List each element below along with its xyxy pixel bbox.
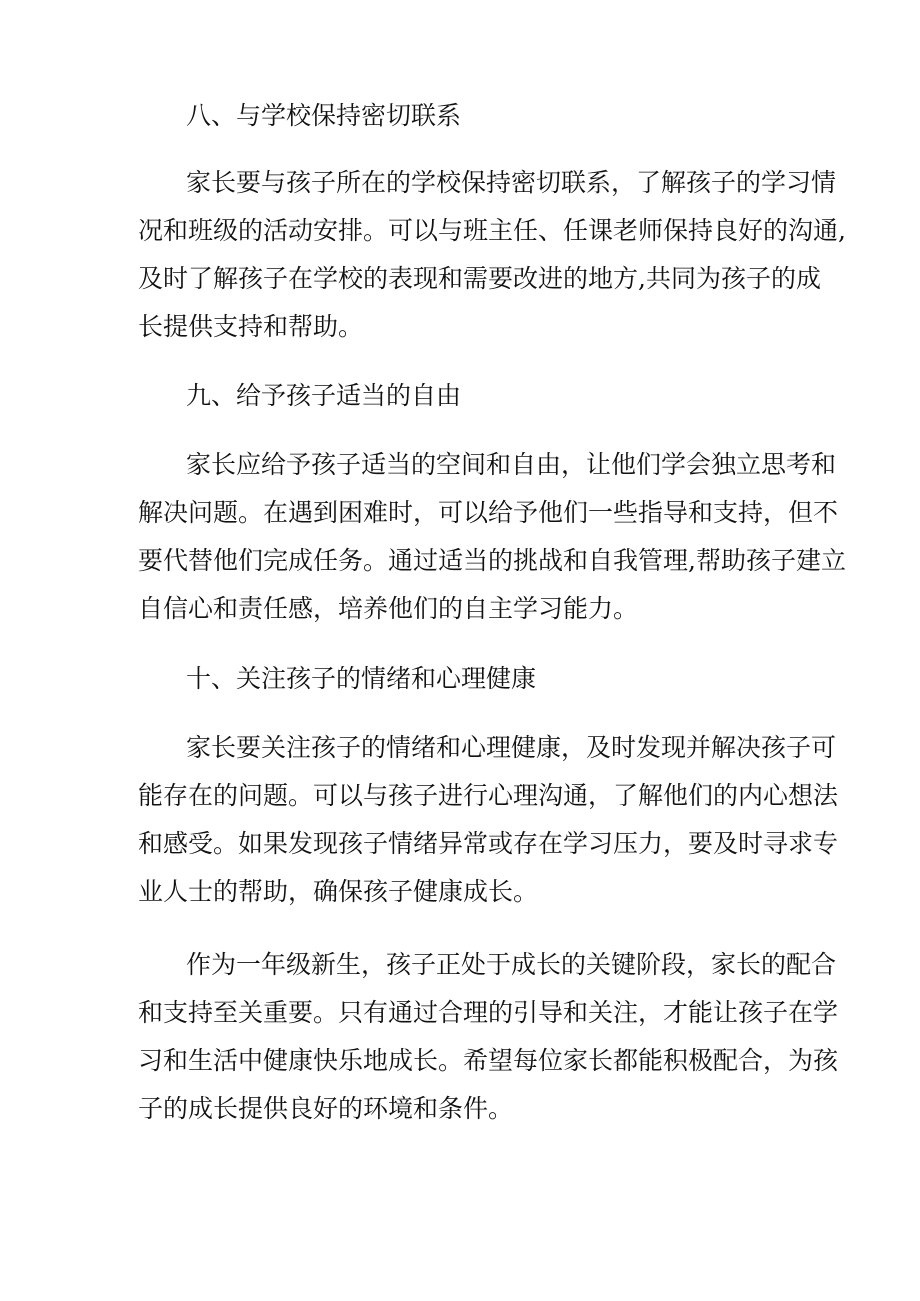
section-heading-10: 十、关注孩子的情绪和心理健康 — [186, 664, 537, 693]
section-9-line-4: 自信心和责任感，培养他们的自主学习能力。 — [138, 594, 639, 623]
section-heading-8: 八、与学校保持密切联系 — [186, 101, 462, 130]
section-10-line-2: 能存在的问题。可以与孩子进行心理沟通，了解他们的内心想法 — [138, 781, 839, 810]
conclusion-line-1: 作为一年级新生，孩子正处于成长的关键阶段，家长的配合 — [186, 950, 837, 979]
section-8-line-1: 家长要与孩子所在的学校保持密切联系，了解孩子的学习情 — [186, 168, 837, 197]
section-heading-9: 九、给予孩子适当的自由 — [186, 381, 462, 410]
section-9-line-1: 家长应给予孩子适当的空间和自由，让他们学会独立思考和 — [186, 450, 837, 479]
section-8-line-3: 及时了解孩子在学校的表现和需要改进的地方,共同为孩子的成 — [138, 264, 821, 293]
conclusion-line-2: 和支持至关重要。只有通过合理的引导和关注，才能让孩子在学 — [138, 998, 839, 1027]
section-10-line-1: 家长要关注孩子的情绪和心理健康，及时发现并解决孩子可 — [186, 733, 837, 762]
section-9-line-2: 解决问题。在遇到困难时，可以给予他们一些指导和支持，但不 — [138, 498, 839, 527]
section-9-line-3: 要代替他们完成任务。通过适当的挑战和自我管理,帮助孩子建立 — [138, 546, 846, 575]
section-10-line-3: 和感受。如果发现孩子情绪异常或存在学习压力，要及时寻求专 — [138, 829, 839, 858]
section-10-line-4: 业人士的帮助，确保孩子健康成长。 — [138, 877, 539, 906]
conclusion-line-3: 习和生活中健康快乐地成长。希望每位家长都能积极配合，为孩 — [138, 1046, 839, 1075]
conclusion-line-4: 子的成长提供良好的环境和条件。 — [138, 1094, 514, 1123]
section-8-line-2: 况和班级的活动安排。可以与班主任、任课老师保持良好的沟通, — [138, 216, 846, 245]
section-8-line-4: 长提供支持和帮助。 — [138, 312, 364, 341]
